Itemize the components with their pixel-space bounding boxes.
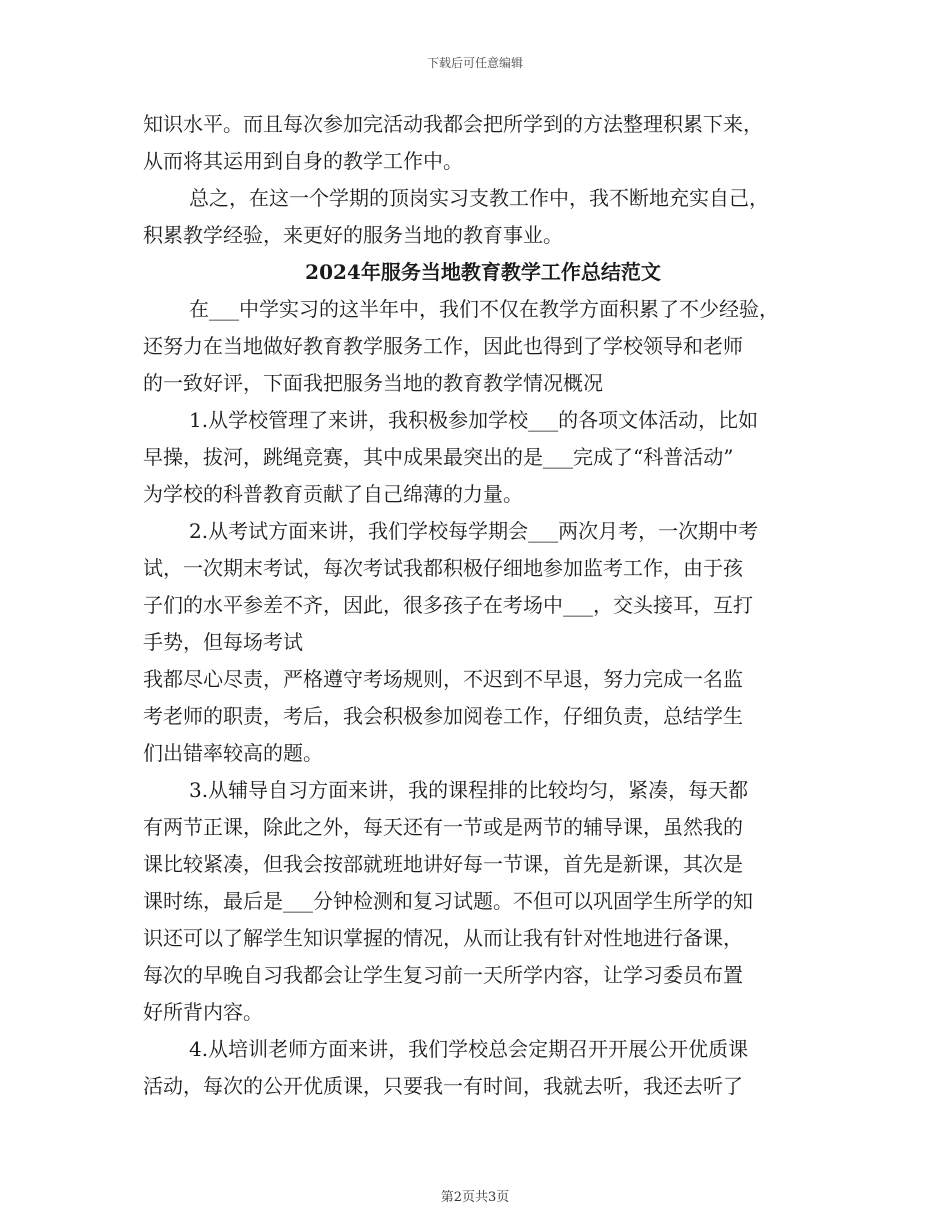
text-line: 识还可以了解学生知识掌握的情况，从而让我有针对性地进行备课，: [143, 926, 743, 950]
text-line: 好所背内容。: [143, 1000, 263, 1024]
text-line: 从而将其运用到自身的教学工作中。: [143, 149, 463, 173]
text-line: 我都尽心尽责，严格遵守考场规则，不迟到不早退，努力完成一名监: [143, 667, 743, 691]
text-line: 知识水平。而且每次参加完活动我都会把所学到的方法整理积累下来，: [143, 112, 763, 136]
text-line: 的一致好评，下面我把服务当地的教育教学情况概况: [143, 371, 603, 395]
text-line: 还努力在当地做好教育教学服务工作，因此也得到了学校领导和老师: [143, 334, 743, 358]
text-line: 总之，在这一个学期的顶岗实习支教工作中，我不断地充实自己，: [189, 186, 769, 210]
text-line: 2.从考试方面来讲，我们学校每学期会___两次月考，一次期中考: [189, 519, 759, 543]
text-line: 试，一次期末考试，每次考试我都积极仔细地参加监考工作，由于孩: [143, 556, 743, 580]
text-line: 有两节正课，除此之外，每天还有一节或是两节的辅导课，虽然我的: [143, 815, 743, 839]
page-number: 第2页共3页: [440, 1190, 510, 1205]
document-body: [143, 106, 823, 1105]
page-header: 下载后可任意编辑: [426, 56, 523, 70]
text-line: 考老师的职责，考后，我会积极参加阅卷工作，仔细负责，总结学生: [143, 704, 743, 728]
text-line: 4.从培训老师方面来讲，我们学校总会定期召开开展公开优质课: [189, 1037, 749, 1061]
section-title: 2024年服务当地教育教学工作总结范文: [305, 260, 661, 284]
text-line: 早操，拔河，跳绳竞赛，其中成果最突出的是___完成了“科普活动”: [143, 445, 734, 469]
text-line: 们出错率较高的题。: [143, 741, 323, 765]
text-line: 1.从学校管理了来讲，我积极参加学校___的各项文体活动，比如: [189, 408, 759, 432]
text-line: 在___中学实习的这半年中，我们不仅在教学方面积累了不少经验，: [189, 297, 779, 321]
text-line: 每次的早晚自习我都会让学生复习前一天所学内容，让学习委员布置: [143, 963, 743, 987]
text-line: 手势，但每场考试: [143, 630, 303, 654]
text-line: 为学校的科普教育贡献了自己绵薄的力量。: [143, 482, 523, 506]
text-line: 3.从辅导自习方面来讲，我的课程排的比较均匀，紧凑，每天都: [189, 778, 749, 802]
text-line: 子们的水平参差不齐，因此，很多孩子在考场中___，交头接耳，互打: [143, 593, 753, 617]
text-line: 活动，每次的公开优质课，只要我一有时间，我就去听，我还去听了: [143, 1074, 743, 1098]
text-line: 课时练，最后是___分钟检测和复习试题。不但可以巩固学生所学的知: [143, 889, 753, 913]
text-line: 课比较紧凑，但我会按部就班地讲好每一节课，首先是新课，其次是: [143, 852, 743, 876]
text-line: 积累教学经验，来更好的服务当地的教育事业。: [143, 223, 563, 247]
